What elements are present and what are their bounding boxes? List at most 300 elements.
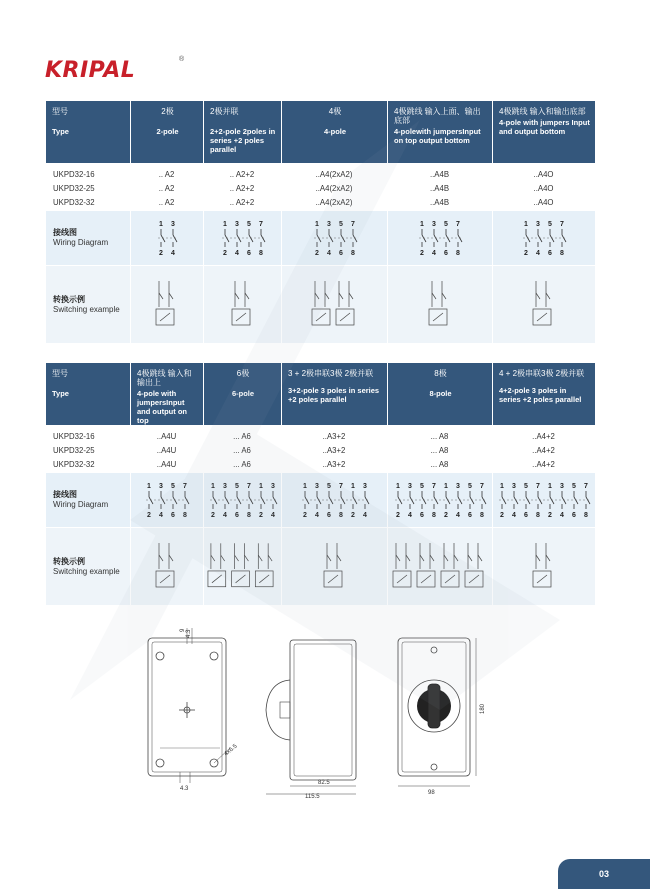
load-symbol: [232, 281, 250, 325]
terminal-bottom-label: 2: [314, 250, 319, 257]
wiring-diagram: [492, 211, 595, 265]
terminal-bottom-label: 2: [500, 512, 504, 519]
contact-switch: [586, 497, 590, 504]
wiring-diagram: [281, 473, 387, 527]
load-symbol: [533, 543, 551, 587]
header-en: 2+2-pole 2poles in series +2 poles parallel: [210, 127, 276, 154]
contact-switch: [550, 235, 554, 242]
terminal-bottom-label: 2: [258, 512, 263, 519]
terminal-top-label: 3: [432, 221, 436, 228]
terminal-top-label: 1: [258, 483, 263, 490]
contact-switch: [317, 235, 321, 242]
header-cell: [281, 101, 387, 163]
model-cell: .. A2+2: [229, 170, 255, 179]
terminal-bottom-label: 6: [420, 512, 424, 519]
terminal-bottom-label: 6: [444, 250, 448, 257]
terminal-bottom-label: 8: [246, 512, 251, 519]
wiring-diagram-row: [46, 211, 595, 265]
terminal-bottom-label: 2: [350, 512, 355, 519]
model-cell: ..A3+2: [322, 432, 346, 441]
contact-switch: [398, 497, 402, 504]
terminal-top-label: 3: [314, 483, 319, 490]
terminal-bottom-label: 2: [548, 512, 552, 519]
wiring-diagram: [203, 211, 281, 265]
header-cell: [492, 363, 595, 425]
terminal-bottom-label: 2: [159, 250, 163, 257]
terminal-bottom-label: 4: [536, 250, 540, 257]
terminal-bottom-label: 6: [234, 512, 239, 519]
model-rows: [46, 425, 595, 473]
header-cell: [130, 101, 203, 163]
terminal-bottom-label: 2: [420, 250, 424, 257]
contact-switch: [213, 497, 217, 504]
table-row: [46, 182, 595, 196]
wiring-label: [46, 228, 130, 248]
contact-switch: [458, 235, 462, 242]
wiring-diagram: [281, 211, 387, 265]
terminal-top-label: 1: [222, 221, 227, 228]
contact-switch: [550, 497, 554, 504]
model-cell: ... A8: [430, 446, 449, 455]
model-cell: .. A2+2: [229, 184, 255, 193]
wiring-diagram-graphic: [144, 480, 190, 520]
contact-switch: [410, 497, 414, 504]
header-en: 4-polewith jumpersInput on top output bottom: [394, 127, 481, 145]
terminal-bottom-label: 4: [270, 512, 275, 519]
model-cell: ..A4U: [156, 432, 177, 441]
model-cell: ..A4(2xA2): [315, 170, 353, 179]
load-symbol: [429, 281, 447, 325]
terminal-bottom-label: 2: [396, 512, 400, 519]
wiring-diagram: [203, 473, 281, 527]
model-code: UKPD32-16: [53, 432, 95, 441]
terminal-top-label: 1: [314, 221, 319, 228]
wiring-diagram: [387, 211, 492, 265]
header-cell: [46, 363, 130, 425]
terminal-bottom-label: 4: [408, 512, 412, 519]
terminal-bottom-label: 8: [536, 512, 540, 519]
header-zh: 6极: [236, 369, 250, 378]
contact-switch: [434, 235, 438, 242]
switching-example-figure: [387, 266, 492, 343]
terminal-top-label: 1: [147, 483, 151, 490]
contact-switch: [422, 497, 426, 504]
model-code: UKPD32-16: [53, 170, 95, 179]
model-cell: ... A8: [430, 432, 449, 441]
terminal-bottom-label: 2: [210, 512, 215, 519]
model-cell: ... A8: [430, 460, 449, 469]
terminal-top-label: 7: [456, 221, 460, 228]
model-code: UKPD32-32: [53, 460, 95, 469]
switching-example-figure: [387, 528, 492, 605]
terminal-top-label: 1: [548, 483, 552, 490]
terminal-top-label: 5: [524, 483, 528, 490]
terminal-top-label: 3: [456, 483, 460, 490]
terminal-top-label: 7: [536, 483, 540, 490]
contact-switch: [365, 497, 369, 504]
label-en: Switching example: [53, 304, 120, 314]
model-cell: ... A6: [233, 446, 251, 455]
contact-switch: [261, 235, 265, 242]
wiring-diagram: [492, 473, 595, 527]
switching-schematic: [308, 277, 362, 333]
terminal-bottom-label: 2: [222, 250, 227, 257]
wiring-diagram-graphic: [497, 480, 591, 520]
contact-switch: [173, 235, 177, 242]
terminal-top-label: 3: [408, 483, 412, 490]
model-cell: ... A6: [233, 432, 251, 441]
header-zh: 4极: [328, 107, 342, 116]
terminal-bottom-label: 2: [524, 250, 528, 257]
table-header: [46, 101, 595, 163]
switching-example-figure: [281, 528, 387, 605]
load-symbol: [324, 543, 342, 587]
spec-table-2: [46, 363, 595, 605]
load-symbol: [393, 543, 411, 587]
switching-schematic: [320, 539, 350, 595]
wiring-diagram-row: [46, 473, 595, 527]
terminal-bottom-label: 8: [432, 512, 436, 519]
header-zh: 型号: [52, 369, 68, 378]
terminal-bottom-label: 6: [572, 512, 576, 519]
contact-switch: [249, 235, 253, 242]
contact-switch: [161, 497, 165, 504]
terminal-bottom-label: 4: [326, 250, 331, 257]
terminal-bottom-label: 6: [326, 512, 331, 519]
model-cell: .. A2: [158, 198, 175, 207]
label-zh: 转换示例: [53, 294, 85, 304]
model-cell: ..A4U: [156, 460, 177, 469]
page-number: 03: [558, 859, 650, 889]
wiring-diagram-graphic: [300, 480, 370, 520]
contact-switch: [225, 235, 229, 242]
dim-top-b: 4.3: [186, 629, 192, 638]
terminal-top-label: 7: [480, 483, 484, 490]
model-code: UKPD32-32: [53, 198, 95, 207]
contact-switch: [341, 235, 345, 242]
contact-switch: [261, 497, 265, 504]
label-zh: 转换示例: [53, 556, 85, 566]
terminal-bottom-label: 4: [362, 512, 367, 519]
terminal-bottom-label: 4: [222, 512, 227, 519]
terminal-bottom-label: 4: [159, 512, 163, 519]
contact-switch: [173, 497, 177, 504]
load-symbol: [232, 543, 250, 586]
switching-schematic: [529, 277, 559, 333]
contact-switch: [538, 497, 542, 504]
dim-bottom-offset: 4.3: [180, 786, 189, 792]
model-cell: ..A4B: [429, 184, 450, 193]
wiring-diagram-graphic: [521, 218, 567, 258]
contact-switch: [482, 497, 486, 504]
wiring-diagram-graphic: [393, 480, 487, 520]
header-zh: 4极跳线 输入和输出上: [137, 369, 192, 387]
wiring-diagram: [130, 473, 203, 527]
switching-example-figure: [492, 266, 595, 343]
rear-view-drawing: [148, 628, 230, 783]
switching-example-figure: [130, 528, 203, 605]
terminal-bottom-label: 6: [548, 250, 552, 257]
label-en: Wiring Diagram: [53, 238, 109, 247]
dim-front-width: 98: [428, 790, 435, 796]
switching-schematic: [152, 539, 182, 595]
terminal-top-label: 3: [326, 221, 331, 228]
switching-schematic: [204, 539, 281, 595]
terminal-top-label: 1: [524, 221, 528, 228]
terminal-top-label: 7: [584, 483, 588, 490]
switching-label: [46, 557, 130, 577]
terminal-top-label: 3: [171, 221, 175, 228]
terminal-top-label: 3: [159, 483, 163, 490]
terminal-bottom-label: 8: [480, 512, 484, 519]
terminal-bottom-label: 6: [524, 512, 528, 519]
terminal-top-label: 3: [222, 483, 227, 490]
load-symbol: [533, 281, 551, 325]
terminal-top-label: 3: [362, 483, 367, 490]
terminal-bottom-label: 6: [468, 512, 472, 519]
terminal-top-label: 5: [444, 221, 448, 228]
terminal-top-label: 1: [350, 483, 355, 490]
terminal-top-label: 1: [500, 483, 504, 490]
model-cell: .. A2+2: [229, 198, 255, 207]
switching-schematic: [152, 277, 182, 333]
table-header: [46, 363, 595, 425]
header-en: 4-pole with jumpersInput and output on top: [137, 389, 187, 425]
switching-label: [46, 295, 130, 315]
front-view-drawing: [398, 638, 476, 786]
model-code: UKPD32-25: [53, 184, 95, 193]
load-symbol: [208, 543, 226, 586]
header-cell: [203, 363, 281, 425]
table-row: [46, 430, 595, 444]
header-en: 8-pole: [429, 389, 452, 398]
terminal-top-label: 3: [536, 221, 540, 228]
switching-example-figure: [130, 266, 203, 343]
contact-switch: [446, 497, 450, 504]
terminal-top-label: 3: [270, 483, 275, 490]
model-code: UKPD32-25: [53, 446, 95, 455]
switching-schematic: [425, 277, 455, 333]
header-en: 2-pole: [156, 127, 179, 136]
terminal-bottom-label: 2: [147, 512, 151, 519]
load-symbol: [417, 543, 435, 587]
switching-example-figure: [281, 266, 387, 343]
load-symbol: [156, 281, 174, 325]
terminal-top-label: 1: [444, 483, 448, 490]
label-zh: 接线图: [53, 228, 77, 237]
model-cell: .. A2: [158, 170, 175, 179]
header-cell: [130, 363, 203, 425]
terminal-top-label: 7: [350, 221, 355, 228]
wiring-diagram-graphic: [312, 218, 358, 258]
contact-switch: [538, 235, 542, 242]
table-row: [46, 168, 595, 182]
terminal-bottom-label: 8: [258, 250, 263, 257]
header-zh: 型号: [52, 107, 68, 116]
header-zh: 4极跳线 输入上面、输出底部: [394, 107, 481, 125]
terminal-bottom-label: 4: [512, 512, 516, 519]
terminal-bottom-label: 4: [560, 512, 564, 519]
terminal-top-label: 5: [468, 483, 472, 490]
header-en: Type: [52, 127, 69, 136]
contact-switch: [526, 235, 530, 242]
terminal-bottom-label: 8: [338, 512, 343, 519]
contact-switch: [329, 497, 333, 504]
terminal-top-label: 1: [159, 221, 163, 228]
terminal-bottom-label: 4: [234, 250, 239, 257]
label-zh: 接线图: [53, 490, 77, 499]
header-zh: 4 + 2极串联3极 2极并联: [499, 369, 585, 378]
load-symbol: [465, 543, 483, 587]
model-cell: ..A4+2: [532, 432, 555, 441]
label-en: Switching example: [53, 566, 120, 576]
contact-switch: [502, 497, 506, 504]
model-cell: ..A4(2xA2): [315, 198, 353, 207]
model-cell: .. A2: [158, 184, 175, 193]
model-cell: ..A3+2: [322, 460, 346, 469]
terminal-bottom-label: 8: [456, 250, 460, 257]
contact-switch: [237, 235, 241, 242]
spec-table-1: [46, 101, 595, 343]
header-en: 4-pole: [323, 127, 347, 136]
dim-front-height: 180: [480, 703, 486, 714]
contact-switch: [458, 497, 462, 504]
terminal-bottom-label: 8: [584, 512, 588, 519]
header-en: 4-pole with jumpers Input and output bottom: [499, 118, 590, 136]
model-rows: [46, 163, 595, 211]
model-cell: ..A4(2xA2): [315, 184, 353, 193]
contact-switch: [317, 497, 321, 504]
terminal-top-label: 7: [246, 483, 251, 490]
switching-example-row: [46, 527, 595, 605]
header-cell: [46, 101, 130, 163]
wiring-diagram: [387, 473, 492, 527]
terminal-top-label: 5: [572, 483, 576, 490]
terminal-top-label: 5: [326, 483, 331, 490]
label-en: Wiring Diagram: [53, 500, 109, 509]
model-cell: ..A4+2: [532, 460, 555, 469]
terminal-top-label: 5: [548, 221, 552, 228]
header-en: 4+2-pole 3 poles in series +2 poles parallel: [499, 386, 582, 404]
model-cell: ..A4+2: [532, 446, 555, 455]
terminal-top-label: 5: [246, 221, 251, 228]
contact-switch: [329, 235, 333, 242]
switching-schematic: [389, 539, 491, 595]
contact-switch: [341, 497, 345, 504]
terminal-bottom-label: 4: [171, 250, 175, 257]
side-view-drawing: [266, 640, 356, 794]
contact-switch: [422, 235, 426, 242]
contact-switch: [273, 497, 277, 504]
contact-switch: [305, 497, 309, 504]
dim-side-depth-outer: 115.5: [305, 794, 320, 798]
terminal-top-label: 5: [338, 221, 343, 228]
terminal-top-label: 7: [560, 221, 564, 228]
header-zh: 3 + 2极串联3极 2极并联: [288, 369, 374, 378]
terminal-bottom-label: 6: [338, 250, 343, 257]
terminal-top-label: 7: [258, 221, 263, 228]
terminal-top-label: 1: [420, 221, 424, 228]
registered-mark: ®: [179, 56, 185, 63]
header-cell: [203, 101, 281, 163]
terminal-bottom-label: 4: [456, 512, 460, 519]
wiring-label: [46, 490, 130, 510]
terminal-top-label: 1: [302, 483, 307, 490]
contact-switch: [470, 497, 474, 504]
load-symbol: [312, 281, 330, 325]
contact-switch: [514, 497, 518, 504]
contact-switch: [562, 235, 566, 242]
contact-switch: [526, 497, 530, 504]
model-cell: ..A4B: [429, 170, 450, 179]
model-cell: ... A6: [233, 460, 251, 469]
header-zh: 2极: [161, 107, 174, 116]
model-cell: ..A4B: [429, 198, 450, 207]
wiring-diagram-graphic: [220, 218, 266, 258]
model-cell: ..A4O: [533, 184, 554, 193]
contact-switch: [353, 497, 357, 504]
header-cell: [281, 363, 387, 425]
terminal-top-label: 1: [396, 483, 400, 490]
switching-schematic: [228, 277, 258, 333]
logo-text: KRIPAL: [45, 58, 136, 83]
load-symbol: [441, 543, 459, 587]
model-cell: ..A3+2: [322, 446, 346, 455]
contact-switch: [149, 497, 153, 504]
model-cell: ..A4U: [156, 446, 177, 455]
header-en: Type: [52, 389, 69, 398]
contact-switch: [434, 497, 438, 504]
table-row: [46, 196, 595, 210]
brand-logo: [45, 56, 185, 83]
model-cell: ..A4O: [533, 198, 554, 207]
contact-switch: [185, 497, 189, 504]
header-en: 3+2-pole 3 poles in series +2 poles parallel: [288, 386, 380, 404]
contact-switch: [249, 497, 253, 504]
header-cell: [387, 363, 492, 425]
terminal-top-label: 7: [183, 483, 187, 490]
table-row: [46, 444, 595, 458]
wiring-diagram-graphic: [156, 218, 178, 258]
table-row: [46, 458, 595, 472]
terminal-top-label: 7: [432, 483, 436, 490]
terminal-bottom-label: 8: [560, 250, 564, 257]
terminal-bottom-label: 8: [350, 250, 355, 257]
contact-switch: [574, 497, 578, 504]
switching-example-figure: [203, 266, 281, 343]
terminal-bottom-label: 6: [171, 512, 175, 519]
header-en: 6-pole: [231, 389, 255, 398]
contact-switch: [353, 235, 357, 242]
dim-hole: 4x6.5: [223, 743, 239, 758]
load-symbol: [336, 281, 354, 325]
terminal-bottom-label: 2: [444, 512, 448, 519]
wiring-diagram: [130, 211, 203, 265]
terminal-top-label: 3: [560, 483, 564, 490]
wiring-diagram-graphic: [417, 218, 463, 258]
header-zh: 2极并联: [210, 107, 239, 116]
contact-switch: [446, 235, 450, 242]
terminal-top-label: 5: [234, 483, 239, 490]
load-symbol: [255, 543, 273, 586]
terminal-bottom-label: 6: [246, 250, 251, 257]
terminal-top-label: 3: [512, 483, 516, 490]
terminal-bottom-label: 8: [183, 512, 187, 519]
dim-top-a: 9: [180, 628, 186, 632]
switching-example-row: [46, 265, 595, 343]
switching-example-figure: [203, 528, 281, 605]
terminal-bottom-label: 2: [302, 512, 307, 519]
